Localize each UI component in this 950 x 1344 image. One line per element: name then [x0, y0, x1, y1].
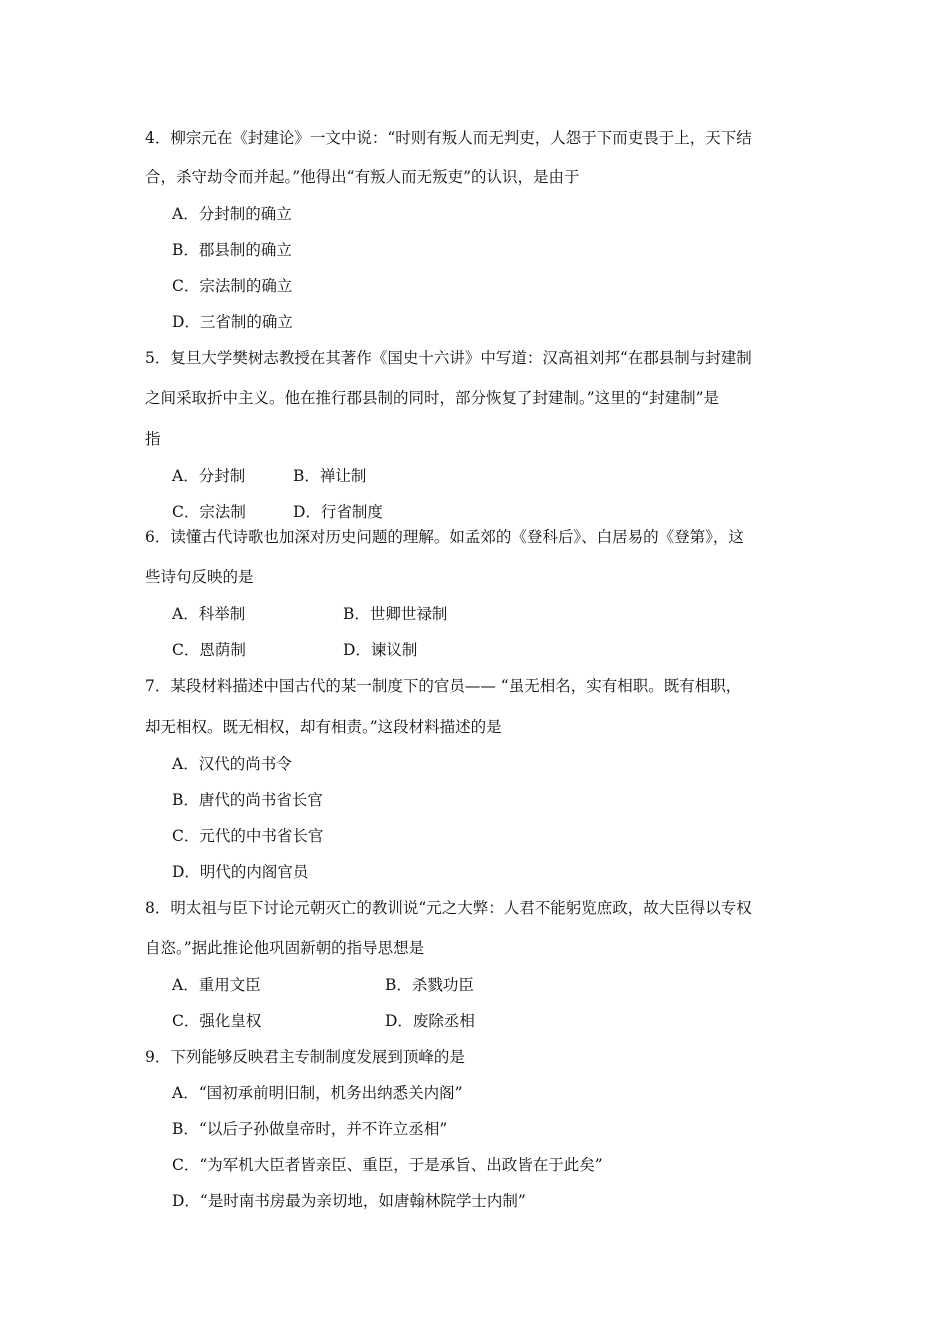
- question-8-stem-line-2: 自恣。”据此推论他巩固新朝的指导思想是: [145, 939, 425, 957]
- question-5-stem-line-3: 指: [145, 430, 161, 448]
- question-5-option-a: A．分封制: [172, 467, 246, 485]
- question-5-option-b: B．禅让制: [293, 467, 367, 485]
- question-7-stem-line-1: 7．某段材料描述中国古代的某一制度下的官员—— “虽无相名，实有相职。既有相职，: [145, 677, 742, 695]
- question-8-stem-line-1: 8．明太祖与臣下讨论元朝灭亡的教训说“元之大弊：人君不能躬览庶政，故大臣得以专权: [145, 899, 752, 917]
- question-5-option-c: C．宗法制: [172, 503, 246, 521]
- question-8-option-d: D．废除丞相: [385, 1012, 475, 1030]
- question-9-option-b: B．“以后子孙做皇帝时，并不许立丞相”: [172, 1120, 448, 1138]
- question-7-option-d: D．明代的内阁官员: [172, 863, 309, 881]
- question-6-stem-line-2: 些诗句反映的是: [145, 568, 254, 586]
- question-5-stem-line-1: 5．复旦大学樊树志教授在其著作《国史十六讲》中写道：汉高祖刘邦“在郡县制与封建制: [145, 349, 752, 367]
- question-6-stem-line-1: 6．读懂古代诗歌也加深对历史问题的理解。如孟郊的《登科后》、白居易的《登第》，这: [145, 528, 744, 546]
- question-8-option-c: C．强化皇权: [172, 1012, 262, 1030]
- question-5-stem-line-2: 之间采取折中主义。他在推行郡县制的同时，部分恢复了封建制。”这里的“封建制”是: [145, 389, 720, 407]
- question-4-stem-line-1: 4．柳宗元在《封建论》一文中说：“时则有叛人而无判吏，人怨于下而吏畏于上，天下结: [145, 129, 752, 147]
- question-9-option-c: C．“为军机大臣者皆亲臣、重臣，于是承旨、出政皆在于此矣”: [172, 1156, 603, 1174]
- question-7-stem-line-2: 却无相权。既无相权，却有相责。”这段材料描述的是: [145, 718, 502, 736]
- question-7-option-b: B．唐代的尚书省长官: [172, 791, 323, 809]
- question-4-option-b: B．郡县制的确立: [172, 241, 292, 259]
- question-4-option-d: D．三省制的确立: [172, 313, 293, 331]
- question-9-option-d: D．“是时南书房最为亲切地，如唐翰林院学士内制”: [172, 1192, 526, 1210]
- question-6-option-b: B．世卿世禄制: [343, 605, 448, 623]
- question-8-option-b: B．杀戮功臣: [385, 976, 474, 994]
- question-7-option-a: A．汉代的尚书令: [172, 755, 292, 773]
- question-6-option-c: C．恩荫制: [172, 641, 246, 659]
- question-6-option-a: A．科举制: [172, 605, 246, 623]
- question-7-option-c: C．元代的中书省长官: [172, 827, 324, 845]
- question-6-option-d: D．谏议制: [343, 641, 418, 659]
- question-4-option-a: A．分封制的确立: [172, 205, 292, 223]
- question-9-option-a: A．“国初承前明旧制，机务出纳悉关内阁”: [172, 1084, 463, 1102]
- question-4-option-c: C．宗法制的确立: [172, 277, 293, 295]
- question-5-option-d: D．行省制度: [293, 503, 383, 521]
- question-9-stem-line-1: 9．下列能够反映君主专制制度发展到顶峰的是: [145, 1048, 465, 1066]
- question-4-stem-line-2: 合，杀守劫令而并起。”他得出“有叛人而无叛吏”的认识，是由于: [145, 168, 580, 186]
- question-8-option-a: A．重用文臣: [172, 976, 261, 994]
